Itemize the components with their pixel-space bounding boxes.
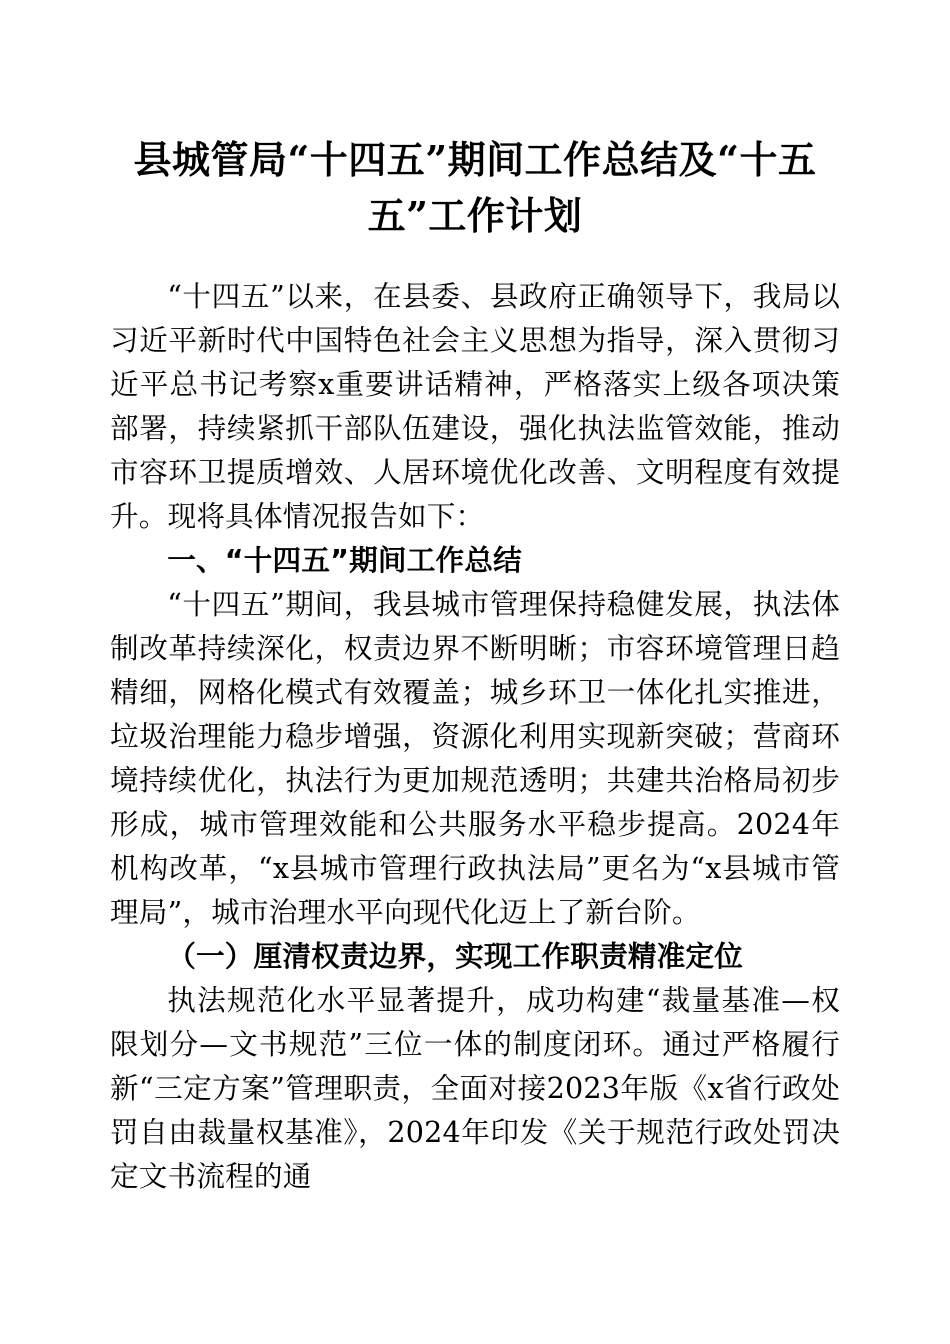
- heading-section-1-1: （一）厘清权责边界，实现工作职责精准定位: [167, 939, 744, 973]
- heading-section-1: 一、“十四五”期间工作总结: [167, 543, 522, 577]
- paragraph-section-1-overview: “十四五”期间，我县城市管理保持稳健发展，执法体制改革持续深化，权责边界不断明晰；市容环境管理日趋精细，网格化模式有效覆盖；城乡环卫一体化扎实推进，垃圾治理能力稳步增强，资源化利用实现新突破；营商环境持续优化，执法行为更加规范透明；共建共治格局初步形成，城市管理效能和公共服务水平稳步提高。2024年机构改革，“x县城市管理行政执法局”更名为“x县城市管理局”，城市治理水平向现代化迈上了新台阶。: [110, 587, 840, 929]
- document-text-column: [110, 0, 840, 1198]
- paragraph-intro: “十四五”以来，在县委、县政府正确领导下，我局以习近平新时代中国特色社会主义思想为指导，深入贯彻习近平总书记考察x重要讲话精神，严格落实上级各项决策部署，持续紧抓干部队伍建设，强化执法监管效能，推动市容环卫提质增效、人居环境优化改善、文明程度有效提升。现将具体情况报告如下：: [110, 279, 840, 533]
- paragraph-section-1-1-body: 执法规范化水平显著提升，成功构建“裁量基准—权限划分—文书规范”三位一体的制度闭环。通过严格履行新“三定方案”管理职责，全面对接2023年版《x省行政处罚自由裁量权基准》，2024年印发《关于规范行政处罚决定文书流程的通: [110, 983, 840, 1193]
- document-title: 县城管局“十四五”期间工作总结及“十五五”工作计划: [133, 137, 817, 238]
